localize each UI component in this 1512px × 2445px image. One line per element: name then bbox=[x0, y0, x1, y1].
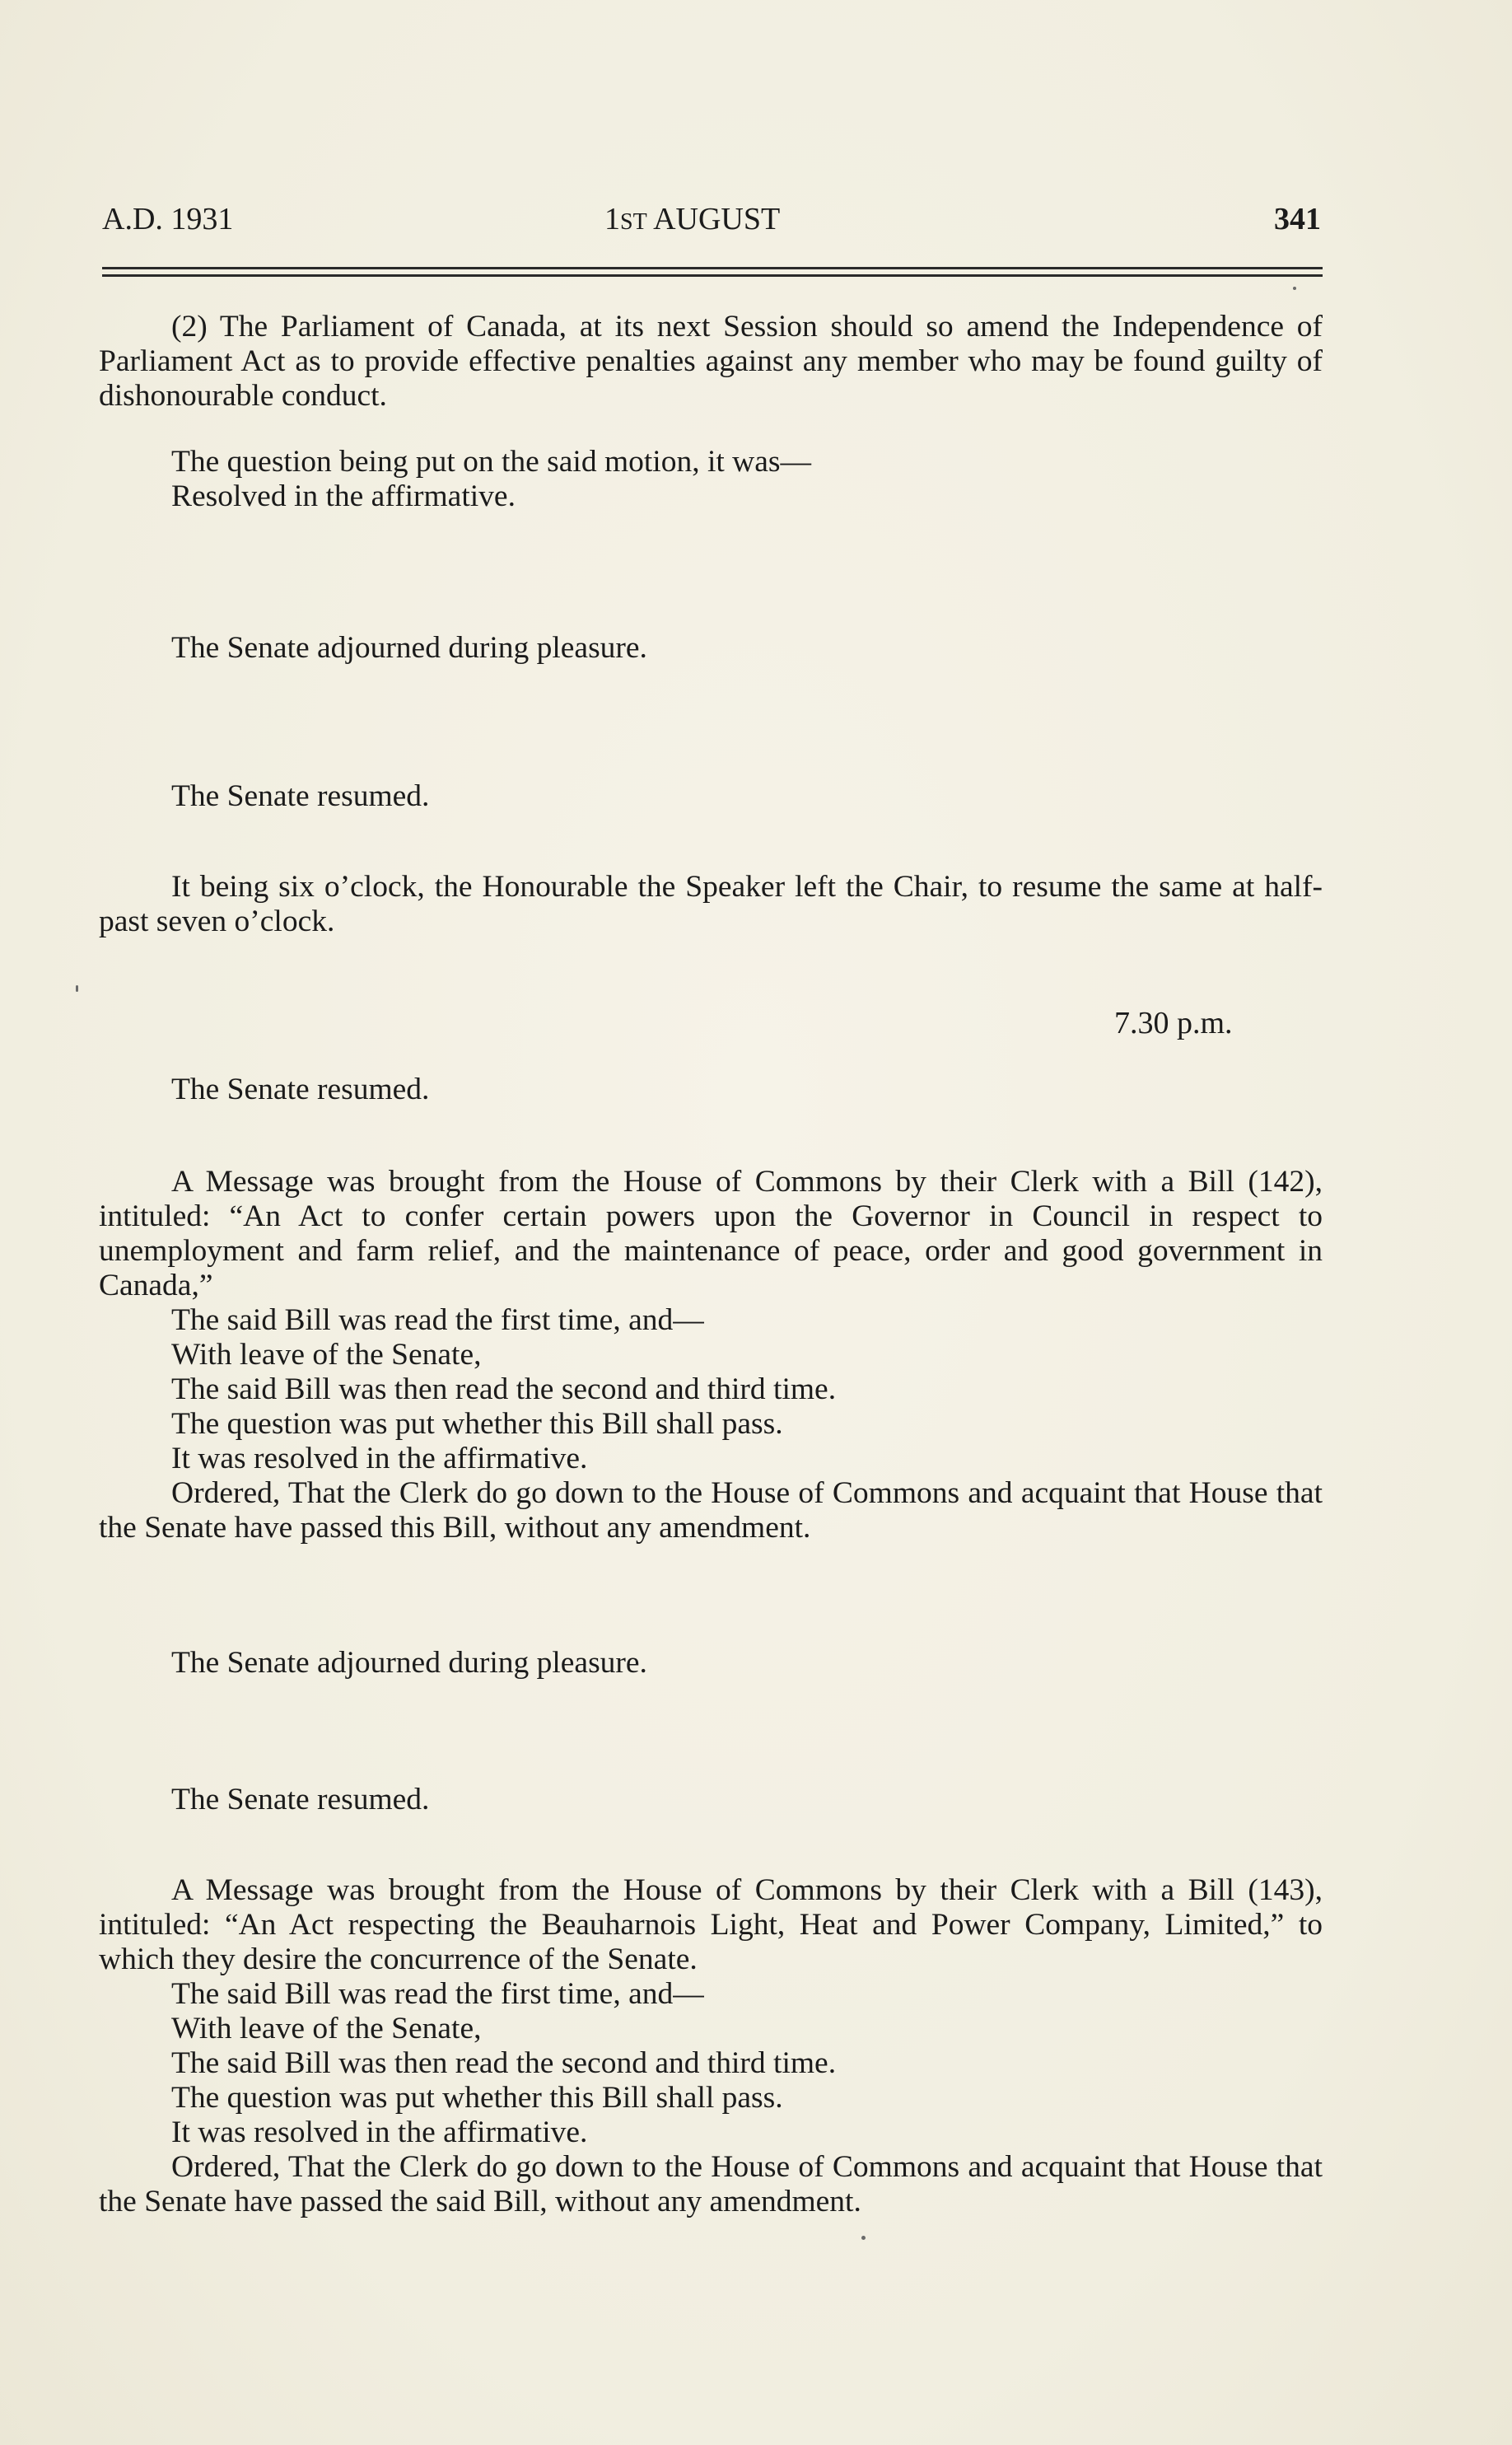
header-rule-bottom bbox=[102, 274, 1323, 277]
text-line: It was resolved in the affirmative. bbox=[171, 1442, 588, 1475]
paragraph-text: A Message was brought from the House of Commons by their Clerk with a Bill (142), intituled: “An Act to confer certain powers upon the Governor in Council in respect to unemployment and farm relief, and the maintenance of peace, order and good government in Canada,” bbox=[99, 1165, 1323, 1302]
header-date-suffix: ST bbox=[620, 209, 647, 235]
paragraph-adjourned-2 bbox=[99, 1646, 1323, 1681]
text-line: The Senate adjourned during pleasure. bbox=[171, 1646, 647, 1680]
text-line: The Senate resumed. bbox=[171, 1073, 430, 1106]
text-line: The question was put whether this Bill shall pass. bbox=[171, 2081, 783, 2115]
header-date-day: 1 bbox=[604, 202, 620, 236]
time-stamp: 7.30 p.m. bbox=[1114, 1006, 1233, 1040]
paragraph-message-143 bbox=[99, 1873, 1323, 2219]
paragraph-amend-act bbox=[99, 310, 1323, 414]
paragraph-text: A Message was brought from the House of Commons by their Clerk with a Bill (143), intituled: “An Act respecting the Beauharnois Light, Heat and Power Company, Limited,” to which they desire the concurrence of the Senate. bbox=[99, 1873, 1323, 1976]
text-line: The said Bill was then read the second and third time. bbox=[171, 1372, 837, 1406]
header-date bbox=[604, 201, 780, 237]
text-line: With leave of the Senate, bbox=[171, 1338, 482, 1372]
paragraph-message-142 bbox=[99, 1165, 1323, 1545]
text-line: The said Bill was read the first time, and— bbox=[171, 1303, 704, 1337]
paper-speck bbox=[861, 2236, 866, 2240]
header-year: A.D. 1931 bbox=[102, 202, 234, 236]
page-number: 341 bbox=[1274, 202, 1321, 236]
paragraph-text: It being six o’clock, the Honourable the Speaker left the Chair, to resume the same at half-past seven o’clock. bbox=[99, 870, 1323, 938]
text-line: Resolved in the affirmative. bbox=[171, 479, 516, 513]
text-line: The said Bill was then read the second and third time. bbox=[171, 2046, 837, 2080]
text-line: The Senate resumed. bbox=[171, 1783, 430, 1816]
text-line: With leave of the Senate, bbox=[171, 2012, 482, 2045]
paragraph-resumed-3 bbox=[99, 1783, 1323, 1817]
paragraph-resumed-1 bbox=[99, 779, 1323, 814]
paragraph-text: Ordered, That the Clerk do go down to the House of Commons and acquaint that House that the Senate have passed the said Bill, without any amendment. bbox=[99, 2150, 1323, 2218]
text-line: The Senate adjourned during pleasure. bbox=[171, 631, 647, 665]
text-line: The Senate resumed. bbox=[171, 779, 430, 813]
header-date-month: AUGUST bbox=[653, 202, 781, 236]
paragraph-adjourned-1 bbox=[99, 631, 1323, 666]
paragraph-text: Ordered, That the Clerk do go down to the House of Commons and acquaint that House that the Senate have passed this Bill, without any amendment. bbox=[99, 1476, 1323, 1545]
text-line: The said Bill was read the first time, and— bbox=[171, 1977, 704, 2011]
text-line: It was resolved in the affirmative. bbox=[171, 2115, 588, 2149]
page-header bbox=[102, 201, 1321, 242]
paragraph-resumed-2 bbox=[99, 1073, 1323, 1107]
text-line: The question being put on the said motion, it was— bbox=[171, 445, 811, 479]
paragraph-text: (2) The Parliament of Canada, at its next Session should so amend the Independence of Parliament Act as to provide effective penalties against any member who may be found guilty of dishonourable conduct. bbox=[99, 310, 1323, 413]
paragraph-question bbox=[99, 445, 1323, 514]
text-line: The question was put whether this Bill shall pass. bbox=[171, 1407, 783, 1441]
paper-speck bbox=[76, 985, 78, 992]
header-rule-top bbox=[102, 267, 1323, 269]
paragraph-six-oclock bbox=[99, 870, 1323, 939]
paper-speck bbox=[1293, 287, 1296, 290]
